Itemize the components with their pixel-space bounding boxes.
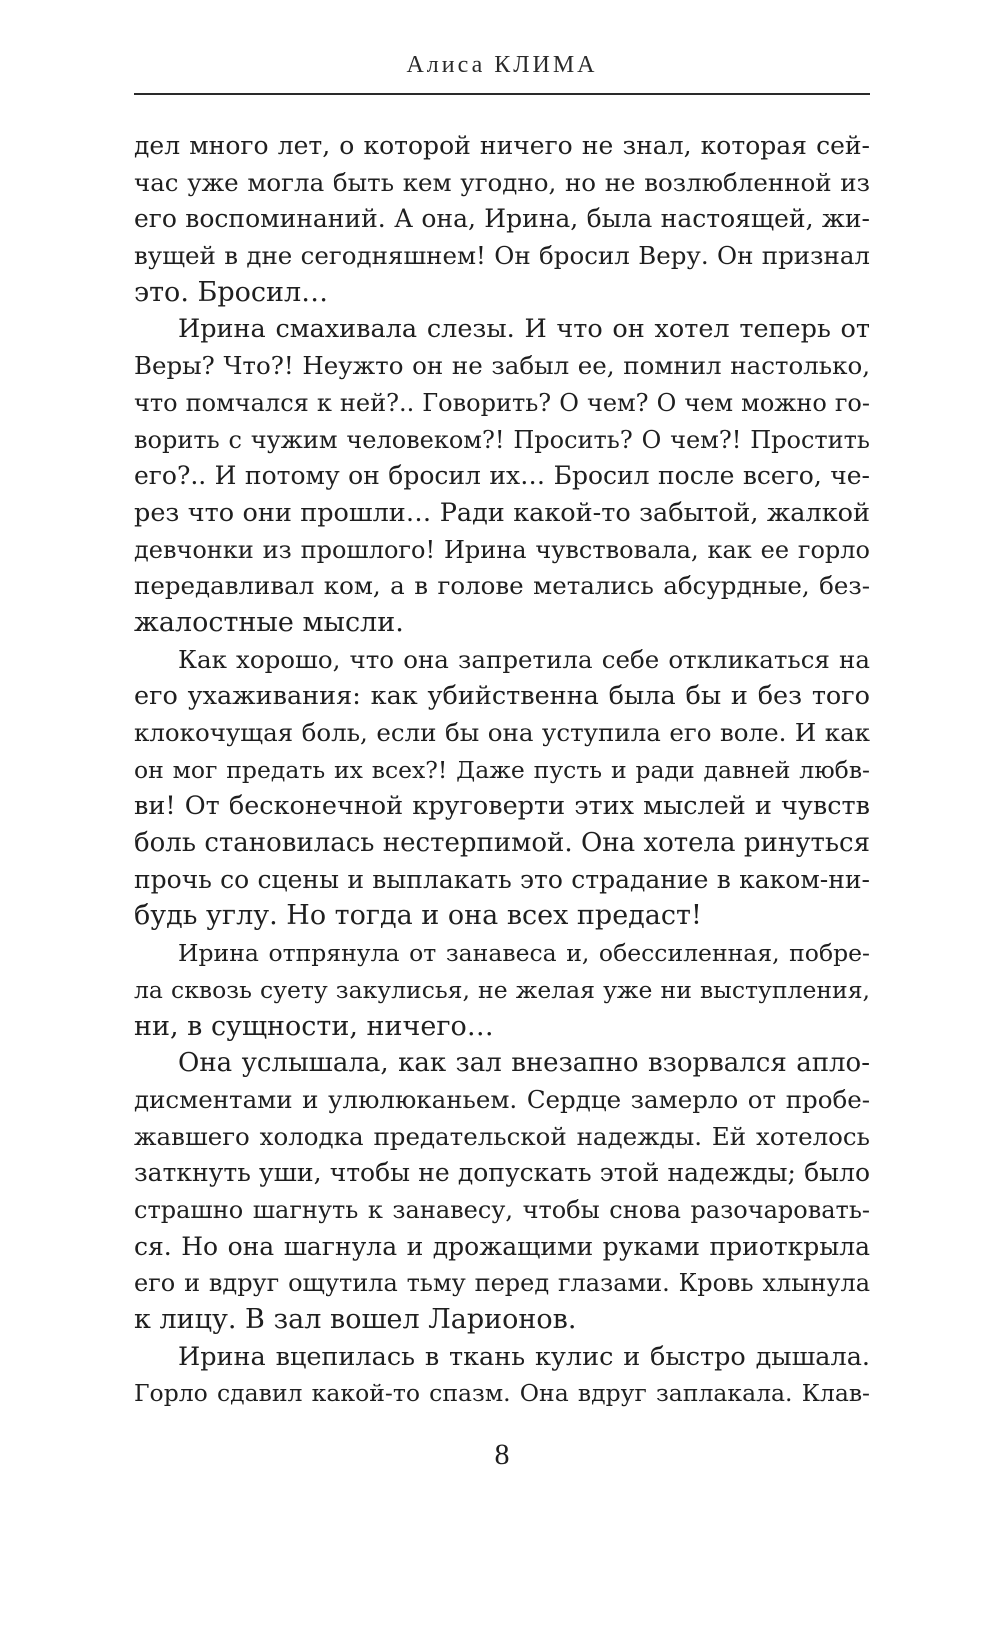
text-line: дел много лет, о которой ничего не знал, которая сей- bbox=[134, 131, 870, 160]
text-line: час уже могла быть кем угодно, но не возлюбленной из bbox=[134, 167, 870, 197]
text-line: страшно шагнуть к занавесу, чтобы снова разочаровать- bbox=[134, 1195, 870, 1224]
text-line: что помчался к ней?.. Говорить? О чем? О чем можно го- bbox=[134, 388, 870, 417]
text-line: заткнуть уши, чтобы не допускать этой надежды; было bbox=[134, 1158, 870, 1188]
text-line: Горло сдавил какой-то спазм. Она вдруг заплакала. Клав- bbox=[134, 1379, 870, 1408]
text-line: Она услышала, как зал внезапно взорвался апло- bbox=[178, 1048, 870, 1079]
text-line: дисментами и улюлюканьем. Сердце замерло от пробе- bbox=[134, 1084, 870, 1114]
text-line: его и вдруг ощутила тьму перед глазами. Кровь хлынула bbox=[134, 1269, 870, 1298]
text-line: это. Бросил… bbox=[134, 276, 329, 308]
text-line: ни, в сущности, ничего… bbox=[134, 1010, 494, 1042]
text-line: передавливал ком, а в голове метались абсурдные, без- bbox=[134, 571, 870, 601]
text-line: его ухаживания: как убийственна была бы и без того bbox=[134, 681, 870, 712]
text-line: Ирина отпрянула от занавеса и, обессиленная, побре- bbox=[178, 939, 870, 968]
text-line: Веры? Что?! Неужто он не забыл ее, помнил настолько, bbox=[134, 351, 870, 381]
text-line: жавшего холодка предательской надежды. Ей хотелось bbox=[134, 1121, 870, 1151]
body-text bbox=[134, 128, 870, 1412]
page-number: 8 bbox=[494, 1438, 510, 1471]
text-line: к лицу. В зал вошел Ларионов. bbox=[134, 1304, 577, 1335]
text-line: ся. Но она шагнула и дрожащими руками приоткрыла bbox=[134, 1231, 870, 1261]
text-line: ла сквозь суету закулисья, не желая уже ни выступления, bbox=[134, 975, 870, 1004]
text-line: ви! От бесконечной круговерти этих мыслей и чувств bbox=[134, 791, 870, 822]
text-line: его?.. И потому он бросил их… Бросил после всего, че- bbox=[134, 461, 870, 491]
text-line: его воспоминаний. А она, Ирина, была настоящей, жи- bbox=[134, 204, 870, 234]
text-line: клокочущая боль, если бы она уступила его воле. И как bbox=[134, 718, 870, 747]
text-line: вущей в дне сегодняшнем! Он бросил Веру. Он признал bbox=[134, 241, 870, 271]
text-line: жалостные мысли. bbox=[134, 606, 404, 638]
text-line: рез что они прошли… Ради какой-то забытой, жалкой bbox=[134, 497, 870, 528]
text-line: боль становилась нестерпимой. Она хотела ринуться bbox=[134, 828, 870, 859]
running-head: Алиса КЛИМА bbox=[406, 52, 598, 78]
text-line: он мог предать их всех?! Даже пусть и ради давней любв- bbox=[134, 755, 870, 784]
header-rule bbox=[134, 93, 870, 95]
text-line: будь углу. Но тогда и она всех предаст! bbox=[134, 900, 702, 932]
text-line: девчонки из прошлого! Ирина чувствовала, как ее горло bbox=[134, 535, 870, 564]
text-line: ворить с чужим человеком?! Просить? О чем?! Простить bbox=[134, 425, 870, 454]
text-line: прочь со сцены и выплакать это страдание в каком-ни- bbox=[134, 864, 870, 894]
text-line: Ирина смахивала слезы. И что он хотел теперь от bbox=[178, 314, 870, 345]
text-line: Как хорошо, что она запретила себе откликаться на bbox=[178, 644, 870, 674]
text-line: Ирина вцепилась в ткань кулис и быстро дышала. bbox=[178, 1341, 870, 1372]
